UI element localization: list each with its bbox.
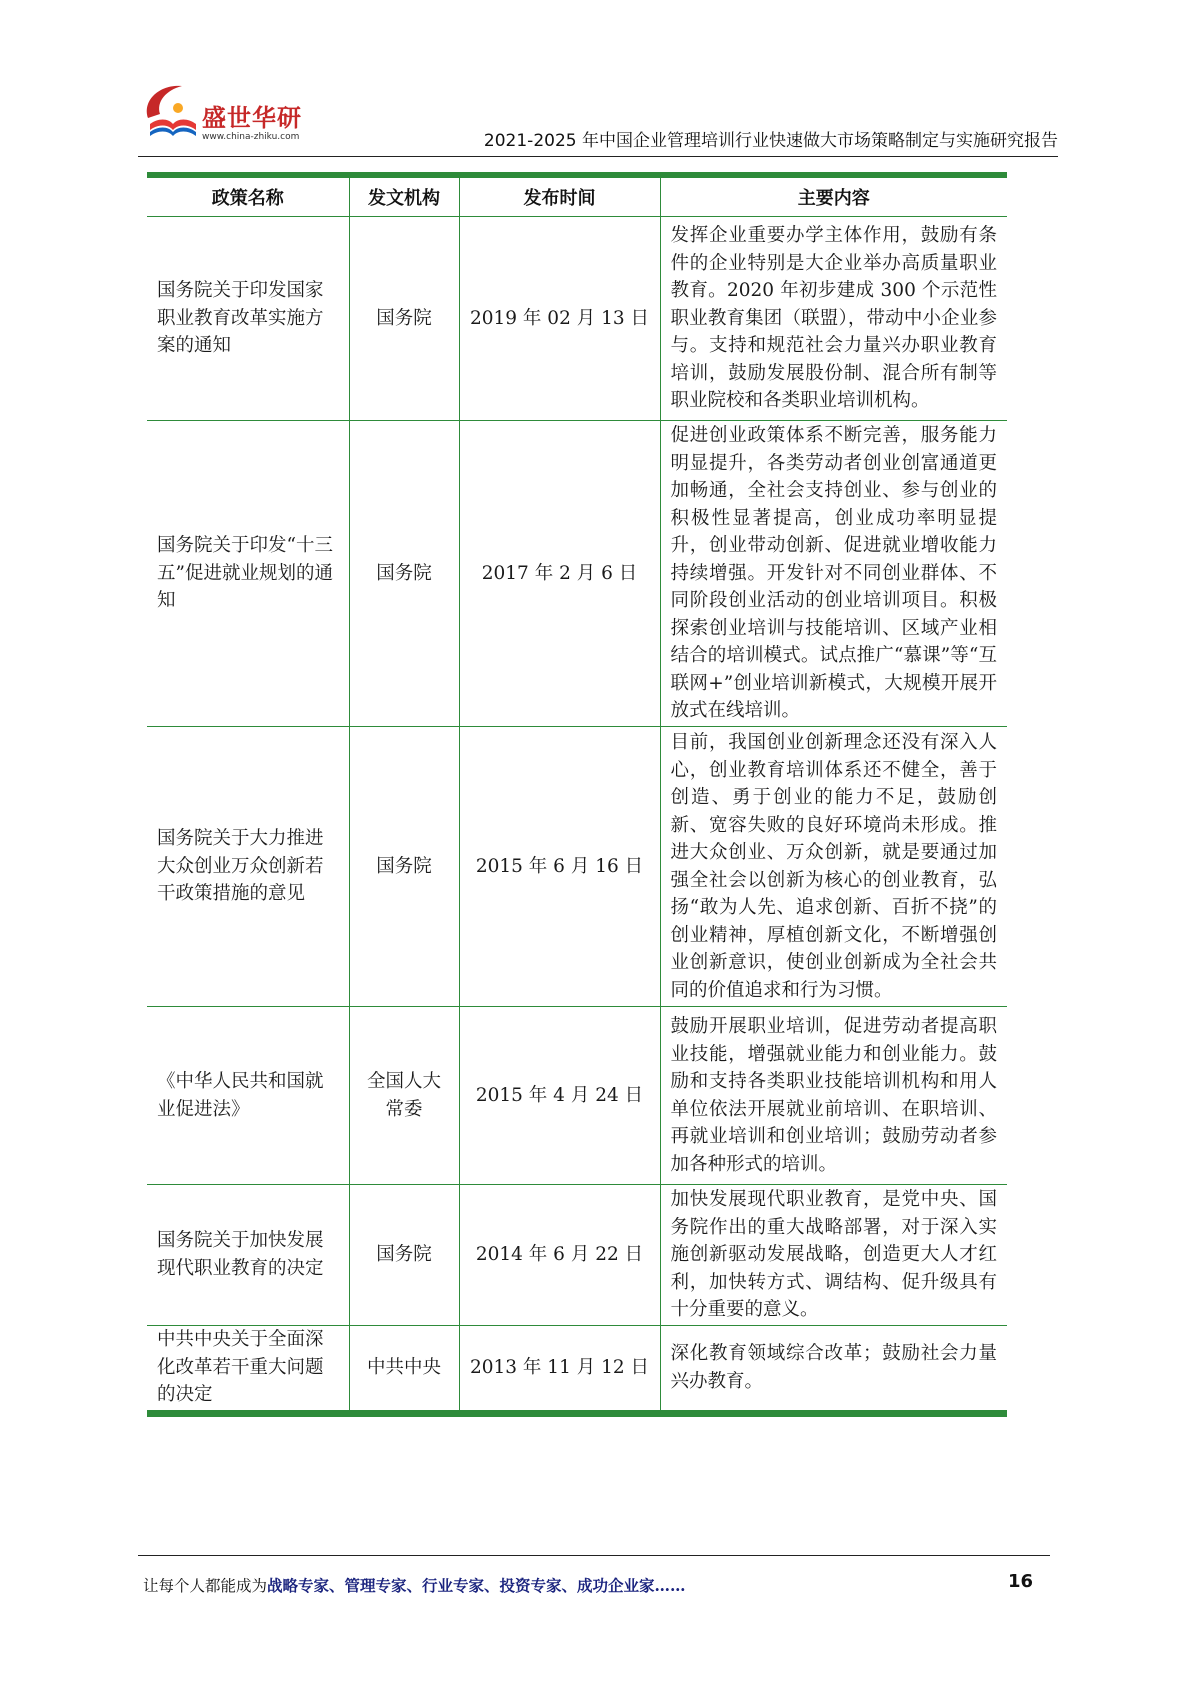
- column-header-content: 主要内容: [660, 178, 1007, 217]
- column-header-issuer: 发文机构: [349, 178, 459, 217]
- issuer-cell: 中共中央: [349, 1325, 459, 1410]
- content-cell: 发挥企业重要办学主体作用，鼓励有条件的企业特别是大企业举办高质量职业教育。2020 年初步建成 300 个示范性职业教育集团（联盟），带动中小企业参与。支持和规范社会力量兴办职业教育培训，鼓励发展股份制、混合所有制等职业院校和各类职业培训机构。: [660, 217, 1007, 421]
- date-cell: 2015 年 4 月 24 日: [459, 1007, 660, 1185]
- table-header-row: [147, 178, 1007, 217]
- table-row: [147, 421, 1007, 727]
- content-cell: 深化教育领域综合改革；鼓励社会力量兴办教育。: [660, 1325, 1007, 1410]
- issuer-cell: 国务院: [349, 1185, 459, 1326]
- footer-slogan: [143, 1574, 686, 1596]
- header-divider: [138, 156, 1058, 157]
- brand-name: 盛世华研: [202, 104, 302, 132]
- policy-table-container: [147, 172, 1007, 1417]
- policy-name-cell: 国务院关于印发“十三五”促进就业规划的通知: [147, 421, 349, 727]
- issuer-cell: 国务院: [349, 217, 459, 421]
- date-cell: 2017 年 2 月 6 日: [459, 421, 660, 727]
- content-cell: 促进创业政策体系不断完善，服务能力明显提升，各类劳动者创业创富通道更加畅通，全社会支持创业、参与创业的积极性显著提高，创业成功率明显提升，创业带动创新、促进就业增收能力持续增强。开发针对不同创业群体、不同阶段创业活动的创业培训项目。积极探索创业培训与技能培训、区域产业相结合的培训模式。试点推广“慕课”等“互联网+”创业培训新模式，大规模开展开放式在线培训。: [660, 421, 1007, 727]
- page-number: 16: [1007, 1571, 1033, 1592]
- table-row: [147, 1325, 1007, 1410]
- policy-name-cell: 国务院关于大力推进大众创业万众创新若干政策措施的意见: [147, 727, 349, 1007]
- report-title: 2021-2025 年中国企业管理培训行业快速做大市场策略制定与实施研究报告: [483, 131, 1058, 151]
- date-cell: 2019 年 02 月 13 日: [459, 217, 660, 421]
- policy-table: [147, 178, 1007, 1411]
- content-cell: 目前，我国创业创新理念还没有深入人心，创业教育培训体系还不健全，善于创造、勇于创业的能力不足，鼓励创新、宽容失败的良好环境尚未形成。推进大众创业、万众创新，就是要通过加强全社会以创新为核心的创业教育，弘扬“敢为人先、追求创新、百折不挠”的创业精神，厚植创新文化，不断增强创业创新意识，使创业创新成为全社会共同的价值追求和行为习惯。: [660, 727, 1007, 1007]
- issuer-cell: 国务院: [349, 421, 459, 727]
- footer-divider: [138, 1555, 1050, 1556]
- brand-logo: [138, 78, 308, 148]
- column-header-policy-name: 政策名称: [147, 178, 349, 217]
- table-row: [147, 217, 1007, 421]
- brand-url: www.china-zhiku.com: [202, 132, 300, 142]
- page-header: [138, 78, 1058, 158]
- content-cell: 加快发展现代职业教育，是党中央、国务院作出的重大战略部署，对于深入实施创新驱动发展战略，创造更大人才红利，加快转方式、调结构、促升级具有十分重要的意义。: [660, 1185, 1007, 1326]
- content-cell: 鼓励开展职业培训，促进劳动者提高职业技能，增强就业能力和创业能力。鼓励和支持各类职业技能培训机构和用人单位依法开展就业前培训、在职培训、再就业培训和创业培训；鼓励劳动者参加各种形式的培训。: [660, 1007, 1007, 1185]
- policy-name-cell: 国务院关于印发国家职业教育改革实施方案的通知: [147, 217, 349, 421]
- book-swoosh-logo-icon: [138, 78, 208, 148]
- footer-slogan-prefix: 让每个人都能成为: [143, 1577, 268, 1595]
- issuer-cell: 国务院: [349, 727, 459, 1007]
- policy-name-cell: 国务院关于加快发展现代职业教育的决定: [147, 1185, 349, 1326]
- policy-name-cell: 《中华人民共和国就业促进法》: [147, 1007, 349, 1185]
- table-bottom-bar: [147, 1411, 1007, 1417]
- table-row: [147, 1007, 1007, 1185]
- date-cell: 2013 年 11 月 12 日: [459, 1325, 660, 1410]
- table-row: [147, 1185, 1007, 1326]
- footer-slogan-highlight: 战略专家、管理专家、行业专家、投资专家、成功企业家……: [267, 1576, 686, 1595]
- date-cell: 2014 年 6 月 22 日: [459, 1185, 660, 1326]
- policy-name-cell: 中共中央关于全面深化改革若干重大问题的决定: [147, 1325, 349, 1410]
- column-header-date: 发布时间: [459, 178, 660, 217]
- date-cell: 2015 年 6 月 16 日: [459, 727, 660, 1007]
- issuer-cell: 全国人大常委: [349, 1007, 459, 1185]
- table-row: [147, 727, 1007, 1007]
